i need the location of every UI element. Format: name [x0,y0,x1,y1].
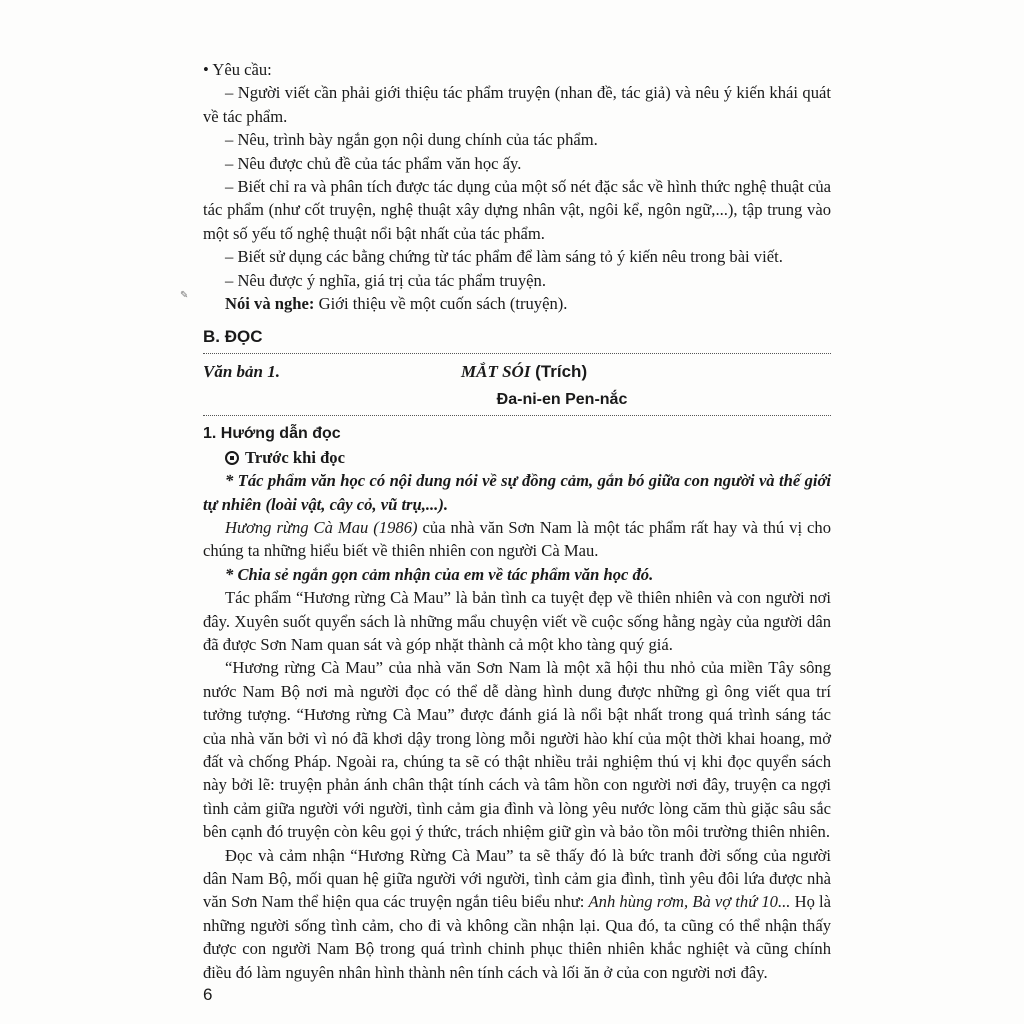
story-titles-italic: Anh hùng rơm, Bà vợ thứ 10... [588,892,791,912]
question-1: * Tác phẩm văn học có nội dung nói về sự đồng cảm, gắn bó giữa con người và thế giới tự nhiên (loài vật, cây cỏ, vũ trụ,...). [203,471,831,514]
requirement-item: – Nêu được chủ đề của tác phẩm văn học ấy. [225,153,522,173]
guide-title: 1. Hướng dẫn đọc [203,425,341,443]
paragraph-1 [203,516,831,563]
paragraph-1-text: của nhà văn Sơn Nam là một tác phẩm rất hay và thú vị cho chúng ta những hiểu biết về thiên nhiên con người Cà Mau. [203,517,831,561]
requirement-item: – Nêu, trình bày ngắn gọn nội dung chính của tác phẩm. [225,130,598,150]
speak-listen-text: Giới thiệu về một cuốn sách (truyện). [314,294,568,314]
before-reading-label: Trước khi đọc [245,447,345,467]
text-label: Văn bản 1. [203,361,280,381]
dotted-divider [203,415,831,416]
paragraph-4-text-b: Họ là những người sống tình cảm, cho đi và không cần nhận lại. Qua đó, ta cũng có thể nhận thấy được con người Nam Bộ trong quá trình chinh phục thiên nhiên khắc nghiệt và cũng chính điều đó làm nguyên nhân hình thành nên tính cách và lối ăn ở của con người nơi đây. [203,892,831,982]
dotted-divider [203,353,831,354]
requirement-item: – Biết chỉ ra và phân tích được tác dụng của một số nét đặc sắc về hình thức nghệ thuật của tác phẩm (như cốt truyện, nghệ thuật xây dựng nhân vật, ngôi kể, ngôn ngữ,...), tập trung vào một số yếu tố nghệ thuật nổi bật nhất của tác phẩm. [203,177,831,243]
book-title-italic: Hương rừng Cà Mau (1986) [225,517,418,537]
requirement-item: – Người viết cần phải giới thiệu tác phẩm truyện (nhan đề, tác giả) và nêu ý kiến khái quát về tác phẩm. [203,83,831,126]
paragraph-2: Tác phẩm “Hương rừng Cà Mau” là bản tình ca tuyệt đẹp về thiên nhiên và con người nơi đây. Xuyên suốt quyển sách là những mẩu chuyện viết về cuộc sống hằng ngày của người dân đã được Sơn Nam quan sát và góp nhặt thành cả một kho tàng quý giá. [203,588,831,654]
requirement-item: – Nêu được ý nghĩa, giá trị của tác phẩm truyện. [225,270,546,290]
speak-listen-label: Nói và nghe: [225,294,315,314]
paragraph-4-text-a: Đọc và cảm nhận “Hương Rừng Cà Mau” ta sẽ thấy đó là bức tranh đời sống của người dân Nam Bộ, mối quan hệ giữa người với người, tình cảm gia đình, tình yêu đôi lứa được nhà văn Sơn Nam thể hiện qua các truyện ngắn tiêu biểu như: [203,845,831,912]
paragraph-3: “Hương rừng Cà Mau” của nhà văn Sơn Nam là một xã hội thu nhỏ của miền Tây sông nước Nam Bộ nơi mà người đọc có thể dễ dàng hình dung được những gì ông viết qua trí tưởng tượng. “Hương rừng Cà Mau” được đánh giá là nổi bật nhất trong quá trình sáng tác của nhà văn bởi vì nó đã khơi dậy trong lòng mỗi người hào khí của một thời khai hoang, mở đất và chống Pháp. Ngoài ra, chúng ta sẽ có thật nhiều trải nghiệm thú vị khi đọc quyển sách này bởi lẽ: truyện phản ánh chân thật tính cách và tâm hồn con người nơi đây, truyện ca ngợi tình cảm giữa người với người, tình cảm gia đình và lòng yêu nước lòng căm thù giặc sâu sắc bên cạnh đó truyện còn kêu gọi ý thức, trách nhiệm giữ gìn và bảo tồn môi trường thiên nhiên. [203,658,831,842]
margin-mark: ✎ [180,290,189,301]
text-title-main: MẮT SÓI [461,361,531,381]
question-2: * Chia sẻ ngắn gọn cảm nhận của em về tác phẩm văn học đó. [225,564,654,584]
page-number: 6 [203,985,213,1004]
target-bullet-icon [225,451,239,465]
text-title-suffix: (Trích) [530,361,588,381]
text-author: Đa-ni-en Pen-nắc [496,390,628,408]
before-reading-title [203,446,831,469]
speak-listen-line [203,292,831,315]
section-heading: B. ĐỌC [203,327,263,347]
paragraph-4 [203,844,831,984]
requirement-item: – Biết sử dụng các bằng chứng từ tác phẩm để làm sáng tỏ ý kiến nêu trong bài viết. [225,247,783,267]
page-content [203,58,831,984]
requirements-bullet: • Yêu cầu: [203,60,272,79]
text-title [461,360,587,383]
text-title-row [203,360,831,384]
